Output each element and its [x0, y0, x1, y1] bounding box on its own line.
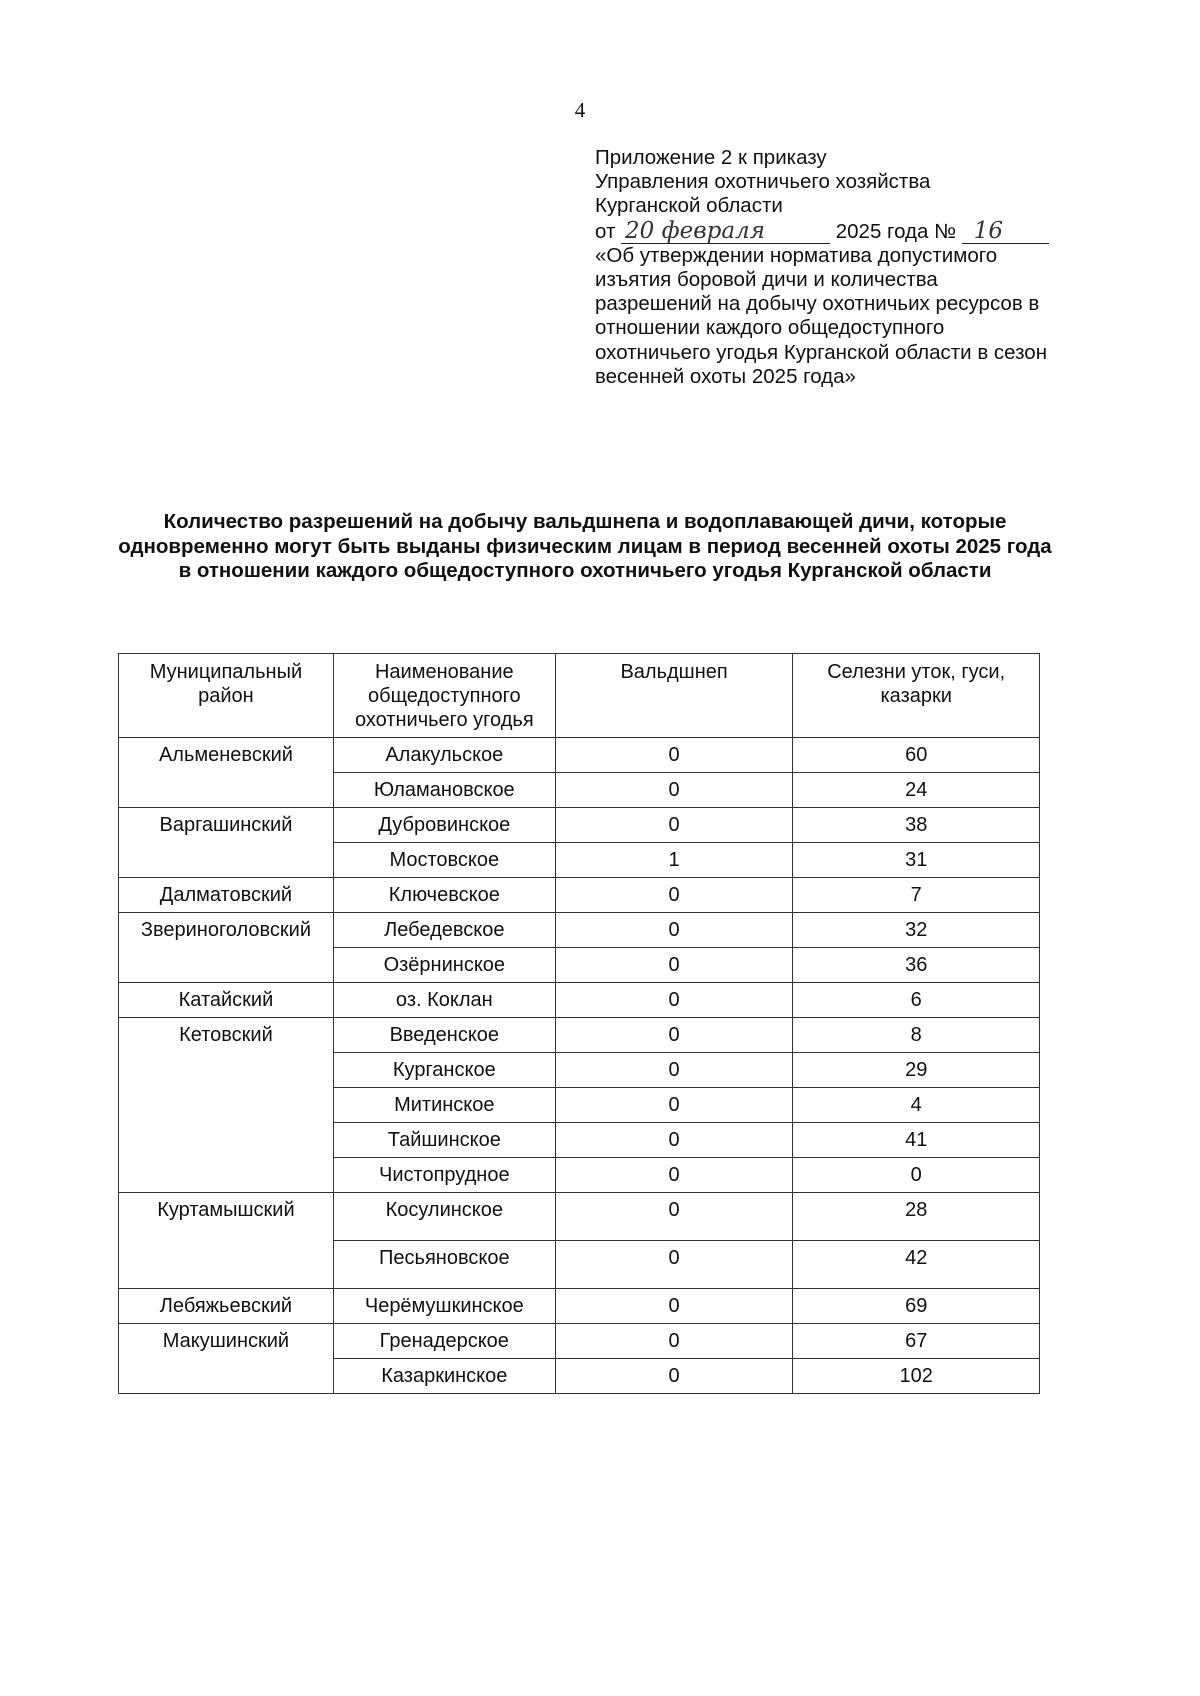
district-cell: Далматовский [119, 878, 334, 913]
hunting-ground-cell: Мостовское [333, 843, 555, 878]
district-cell: Звериноголовский [119, 913, 334, 983]
district-cell: Макушинский [119, 1324, 334, 1394]
ducks-geese-cell: 67 [793, 1324, 1040, 1359]
hunting-ground-cell: Курганское [333, 1053, 555, 1088]
ducks-geese-cell: 7 [793, 878, 1040, 913]
from-label: от [595, 219, 616, 243]
ducks-geese-cell: 4 [793, 1088, 1040, 1123]
handwritten-number: 16 [962, 219, 1049, 244]
woodcock-cell: 0 [555, 808, 793, 843]
table-row [119, 1193, 1040, 1241]
table-header-row [119, 654, 1040, 738]
woodcock-cell: 0 [555, 1053, 793, 1088]
table-row [119, 1289, 1040, 1324]
annex-header [595, 146, 1055, 389]
woodcock-cell: 0 [555, 1018, 793, 1053]
ducks-geese-cell: 31 [793, 843, 1040, 878]
table-row [119, 913, 1040, 948]
hunting-ground-cell: Введенское [333, 1018, 555, 1053]
page-number: 4 [574, 98, 586, 122]
hunting-ground-cell: Черёмушкинское [333, 1289, 555, 1324]
ducks-geese-cell: 0 [793, 1158, 1040, 1193]
hunting-ground-cell: Гренадерское [333, 1324, 555, 1359]
ducks-geese-cell: 28 [793, 1193, 1040, 1241]
header-woodcock: Вальдшнеп [555, 654, 793, 738]
hunting-ground-cell: Чистопрудное [333, 1158, 555, 1193]
hunting-ground-cell: Казаркинское [333, 1359, 555, 1394]
woodcock-cell: 1 [555, 843, 793, 878]
ducks-geese-cell: 102 [793, 1359, 1040, 1394]
year-label: 2025 года № [835, 219, 957, 243]
document-title: Количество разрешений на добычу вальдшнепа и водоплавающей дичи, которые одновременно могут быть выданы физическим лицам в период весенней охоты 2025 года в отношении каждого общедоступного охотничьего угодья Курганской области [118, 510, 1052, 582]
woodcock-cell: 0 [555, 773, 793, 808]
hunting-ground-cell: Песьяновское [333, 1241, 555, 1289]
district-cell: Альменевский [119, 738, 334, 808]
district-cell: Куртамышский [119, 1193, 334, 1289]
woodcock-cell: 0 [555, 1289, 793, 1324]
hunting-ground-cell: Дубровинское [333, 808, 555, 843]
ducks-geese-cell: 42 [793, 1241, 1040, 1289]
hunting-ground-cell: Тайшинское [333, 1123, 555, 1158]
woodcock-cell: 0 [555, 1088, 793, 1123]
annex-date-line [595, 219, 1055, 244]
woodcock-cell: 0 [555, 948, 793, 983]
woodcock-cell: 0 [555, 878, 793, 913]
ducks-geese-cell: 24 [793, 773, 1040, 808]
permits-table [118, 653, 1040, 1394]
annex-line: Курганской области [595, 194, 783, 218]
header-district: Муниципальный район [119, 654, 334, 738]
ducks-geese-cell: 69 [793, 1289, 1040, 1324]
header-ducks-geese: Селезни уток, гуси, казарки [793, 654, 1040, 738]
annex-line: Приложение 2 к приказу [595, 146, 827, 169]
ducks-geese-cell: 36 [793, 948, 1040, 983]
hunting-ground-cell: Алакульское [333, 738, 555, 773]
table-row [119, 1324, 1040, 1359]
woodcock-cell: 0 [555, 738, 793, 773]
hunting-ground-cell: оз. Коклан [333, 983, 555, 1018]
table-row [119, 1018, 1040, 1053]
hunting-ground-cell: Косулинское [333, 1193, 555, 1241]
district-cell: Катайский [119, 983, 334, 1018]
table-row [119, 738, 1040, 773]
hunting-ground-cell: Митинское [333, 1088, 555, 1123]
hunting-ground-cell: Юламановское [333, 773, 555, 808]
woodcock-cell: 0 [555, 1158, 793, 1193]
district-cell: Лебяжьевский [119, 1289, 334, 1324]
table-row [119, 983, 1040, 1018]
woodcock-cell: 0 [555, 1324, 793, 1359]
woodcock-cell: 0 [555, 913, 793, 948]
handwritten-date: 20 февраля [621, 219, 830, 244]
ducks-geese-cell: 8 [793, 1018, 1040, 1053]
annex-line: Управления охотничьего хозяйства [595, 170, 931, 194]
table-row [119, 878, 1040, 913]
header-hunting-ground: Наименование общедоступного охотничьего угодья [333, 654, 555, 738]
ducks-geese-cell: 60 [793, 738, 1040, 773]
district-cell: Варгашинский [119, 808, 334, 878]
hunting-ground-cell: Ключевское [333, 878, 555, 913]
ducks-geese-cell: 29 [793, 1053, 1040, 1088]
ducks-geese-cell: 32 [793, 913, 1040, 948]
annex-subject: «Об утверждении норматива допустимого изъятия боровой дичи и количества разрешений на добычу охотничьих ресурсов в отношении каждого общедоступного охотничьего угодья Курганской области в сезон весенней охоты 2025 года» [595, 243, 1048, 388]
hunting-ground-cell: Лебедевское [333, 913, 555, 948]
woodcock-cell: 0 [555, 983, 793, 1018]
ducks-geese-cell: 41 [793, 1123, 1040, 1158]
table-row [119, 808, 1040, 843]
woodcock-cell: 0 [555, 1193, 793, 1241]
woodcock-cell: 0 [555, 1241, 793, 1289]
hunting-ground-cell: Озёрнинское [333, 948, 555, 983]
woodcock-cell: 0 [555, 1359, 793, 1394]
district-cell: Кетовский [119, 1018, 334, 1193]
woodcock-cell: 0 [555, 1123, 793, 1158]
ducks-geese-cell: 38 [793, 808, 1040, 843]
ducks-geese-cell: 6 [793, 983, 1040, 1018]
